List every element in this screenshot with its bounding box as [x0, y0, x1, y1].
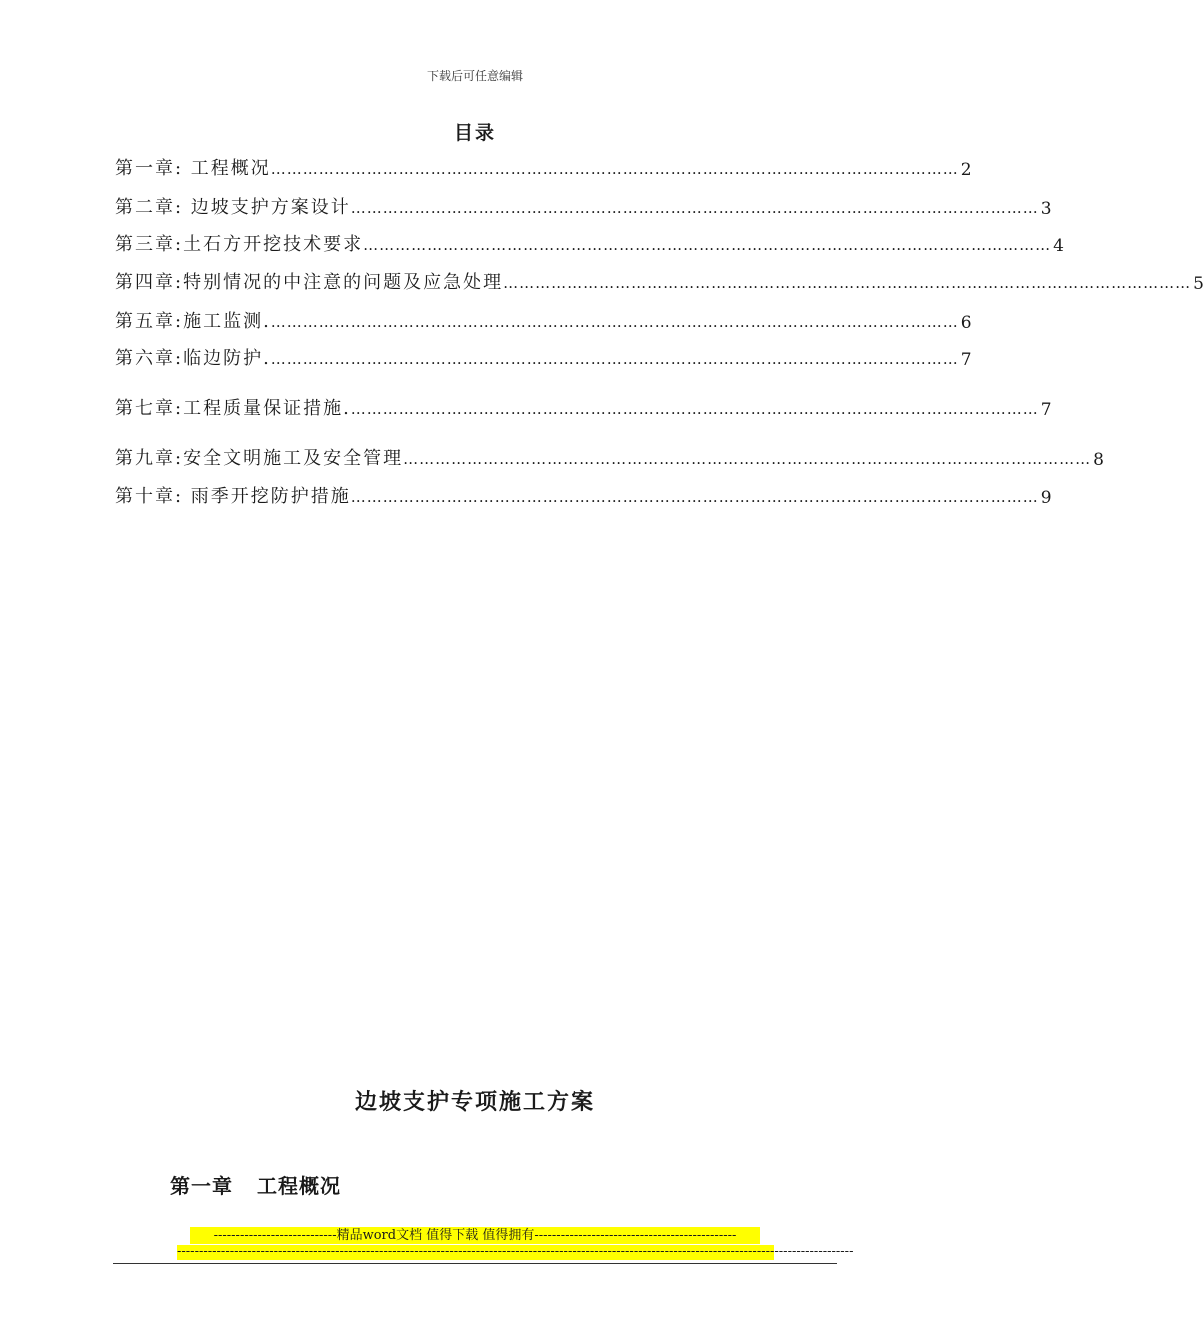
toc-entry-label: 第一章: 工程概况 — [115, 158, 271, 179]
toc-entry-label: 第九章:安全文明施工及安全管理 — [115, 448, 404, 469]
toc-entry[interactable] — [115, 154, 972, 180]
toc-entry-label: 第七章:工程质量保证措施. — [115, 398, 351, 419]
toc-leader-dots: ………………………………………………………………………………………………………………… — [403, 450, 1092, 468]
toc-leader-dots: ………………………………………………………………………………………………………………… — [350, 400, 1039, 418]
toc-leader-dots: ………………………………………………………………………………………………………………… — [350, 488, 1039, 506]
toc-entry-label: 第二章: 边坡支护方案设计 — [115, 197, 351, 218]
toc-leader-dots: ………………………………………………………………………………………………………………… — [503, 274, 1192, 292]
toc-entry-page: 6 — [960, 313, 972, 333]
toc-entry[interactable] — [115, 230, 1064, 256]
chapter-number: 第一章 — [170, 1174, 233, 1198]
toc-entry-label: 第五章:施工监测. — [115, 311, 271, 332]
document-title: 边坡支护专项施工方案 — [354, 1089, 595, 1115]
toc-title: 目录 — [453, 122, 496, 144]
toc-entry[interactable] — [115, 482, 1052, 508]
toc-entry-page: 4 — [1053, 236, 1064, 256]
toc-entry-page: 9 — [1040, 488, 1052, 508]
toc-leader-dots: ………………………………………………………………………………………………………………… — [350, 199, 1039, 217]
chapter-title: 工程概况 — [257, 1174, 341, 1198]
toc-entry[interactable] — [115, 307, 972, 333]
toc-entry[interactable] — [115, 344, 972, 370]
toc-entry[interactable] — [115, 193, 1052, 219]
toc-entry-page: 2 — [960, 160, 972, 180]
toc-entry[interactable] — [115, 394, 1052, 420]
header-note: 下载后可任意编辑 — [426, 69, 523, 83]
toc-entry-label: 第四章:特别情况的中注意的问题及应急处理 — [115, 272, 504, 293]
toc-leader-dots: ………………………………………………………………………………………………………………… — [270, 350, 959, 368]
toc-entry-label: 第三章:土石方开挖技术要求 — [115, 234, 364, 255]
chapter-heading — [170, 1170, 341, 1199]
toc-entry[interactable] — [115, 268, 1204, 294]
toc-leader-dots: ………………………………………………………………………………………………………………… — [363, 236, 1052, 254]
footer-dashes: ---------------------------------------------------------------------------------------------------------------------------------------------------------- — [177, 1244, 854, 1259]
toc-entry-page: 8 — [1093, 450, 1104, 470]
toc-leader-dots: ………………………………………………………………………………………………………………… — [270, 160, 959, 178]
toc-entry-page: 3 — [1040, 199, 1052, 219]
footer-banner: ----------------------------精品word文档 值得下载 值得拥有---------------------------------------------- — [190, 1227, 760, 1244]
toc-entry-page: 7 — [1040, 400, 1052, 420]
footer-rule — [113, 1263, 837, 1264]
toc-entry-page: 5 — [1193, 274, 1204, 294]
toc-entry-page: 7 — [960, 350, 972, 370]
toc-entry[interactable] — [115, 444, 1104, 470]
toc-entry-label: 第十章: 雨季开挖防护措施 — [115, 486, 351, 507]
toc-leader-dots: ………………………………………………………………………………………………………………… — [270, 313, 959, 331]
toc-entry-label: 第六章:临边防护. — [115, 348, 271, 369]
